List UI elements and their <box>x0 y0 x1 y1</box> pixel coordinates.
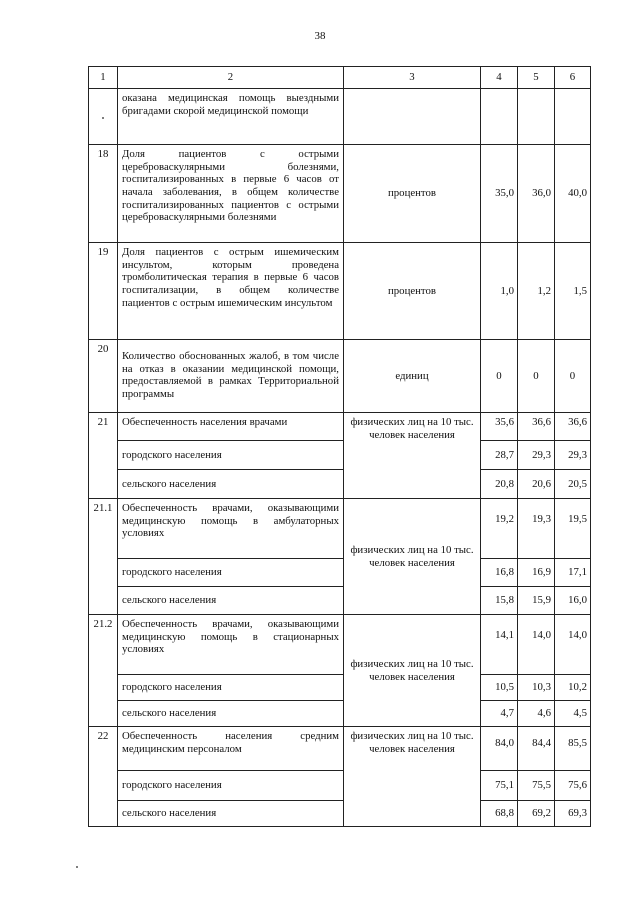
value-5: 20,6 <box>518 470 555 499</box>
sub-indicator-text: сельского населения <box>118 470 344 499</box>
value-4: 19,2 <box>481 499 518 559</box>
row-number: 20 <box>89 340 118 413</box>
indicator-text: Доля пациентов с острым ишемическим инсультом, которым проведена тромболитическая терапия в первые 6 часов госпитализации, в общем количестве пациентов с острым ишемическим инсультом <box>118 243 344 340</box>
value-5: 19,3 <box>518 499 555 559</box>
row-number: 22 <box>89 727 118 827</box>
value-4: 35,0 <box>481 145 518 243</box>
table-row <box>89 587 591 615</box>
table-row <box>89 89 591 145</box>
table-row <box>89 499 591 559</box>
col-header-4: 4 <box>481 67 518 89</box>
value-6: 40,0 <box>555 145 591 243</box>
sub-indicator-text: городского населения <box>118 675 344 701</box>
col-header-5: 5 <box>518 67 555 89</box>
value-4: 0 <box>481 340 518 413</box>
table-row <box>89 675 591 701</box>
indicators-table <box>88 66 591 827</box>
table-row <box>89 771 591 801</box>
scan-dot <box>76 866 78 868</box>
value-4: 84,0 <box>481 727 518 771</box>
value-5: 10,3 <box>518 675 555 701</box>
value-5: 36,0 <box>518 145 555 243</box>
unit: процентов <box>344 145 481 243</box>
value-6: 20,5 <box>555 470 591 499</box>
table-row <box>89 559 591 587</box>
indicator-text: Доля пациентов с острыми цереброваскулярными болезнями, госпитализированных в первые 6 часов от начала заболевания, в общем количестве госпитализированных пациентов с острыми цереброваскулярными болезнями <box>118 145 344 243</box>
value-6: 16,0 <box>555 587 591 615</box>
table-row <box>89 340 591 413</box>
value-4: 4,7 <box>481 701 518 727</box>
indicator-text: Обеспеченность врачами, оказывающими медицинскую помощь в амбулаторных условиях <box>118 499 344 559</box>
value-6: 4,5 <box>555 701 591 727</box>
indicator-text: Обеспеченность населения врачами <box>118 413 344 441</box>
value-6: 14,0 <box>555 615 591 675</box>
value-5: 69,2 <box>518 801 555 827</box>
row-number: 21 <box>89 413 118 499</box>
indicator-text: Обеспеченность населения средним медицинским персоналом <box>118 727 344 771</box>
unit: физических лиц на 10 тыс. человек населения <box>344 499 481 615</box>
value-4: 68,8 <box>481 801 518 827</box>
value-6: 10,2 <box>555 675 591 701</box>
value-4: 20,8 <box>481 470 518 499</box>
value-5: 15,9 <box>518 587 555 615</box>
sub-indicator-text: городского населения <box>118 771 344 801</box>
unit: процентов <box>344 243 481 340</box>
unit: физических лиц на 10 тыс. человек населения <box>344 727 481 827</box>
row-number: 18 <box>89 145 118 243</box>
value-5: 1,2 <box>518 243 555 340</box>
value-5: 29,3 <box>518 441 555 470</box>
col-header-1: 1 <box>89 67 118 89</box>
sub-indicator-text: сельского населения <box>118 587 344 615</box>
value-5: 84,4 <box>518 727 555 771</box>
table-row <box>89 615 591 675</box>
value-6: 0 <box>555 340 591 413</box>
table-row <box>89 701 591 727</box>
value-6: 1,5 <box>555 243 591 340</box>
sub-indicator-text: городского населения <box>118 559 344 587</box>
value-6: 19,5 <box>555 499 591 559</box>
value-5: 14,0 <box>518 615 555 675</box>
table-row <box>89 801 591 827</box>
sub-indicator-text: городского населения <box>118 441 344 470</box>
unit: физических лиц на 10 тыс. человек населения <box>344 413 481 499</box>
sub-indicator-text: сельского населения <box>118 801 344 827</box>
header-row <box>89 67 591 89</box>
value-5: 16,9 <box>518 559 555 587</box>
row-number: 19 <box>89 243 118 340</box>
value-4: 14,1 <box>481 615 518 675</box>
table-row <box>89 243 591 340</box>
value-5: 4,6 <box>518 701 555 727</box>
value-6: 17,1 <box>555 559 591 587</box>
value-6: 85,5 <box>555 727 591 771</box>
value-6: 36,6 <box>555 413 591 441</box>
col-header-2: 2 <box>118 67 344 89</box>
value-6: 75,6 <box>555 771 591 801</box>
scan-dot <box>102 117 104 119</box>
unit: единиц <box>344 340 481 413</box>
col-header-3: 3 <box>344 67 481 89</box>
table-row <box>89 441 591 470</box>
value-5: 36,6 <box>518 413 555 441</box>
table-row <box>89 145 591 243</box>
value-4: 28,7 <box>481 441 518 470</box>
unit: физических лиц на 10 тыс. человек населения <box>344 615 481 727</box>
value-4: 10,5 <box>481 675 518 701</box>
indicator-text: Количество обоснованных жалоб, в том числе на отказ в оказании медицинской помощи, предоставляемой в рамках Территориальной программы <box>118 340 344 413</box>
indicator-text: Обеспеченность врачами, оказывающими медицинскую помощь в стационарных условиях <box>118 615 344 675</box>
value-4: 15,8 <box>481 587 518 615</box>
value-4: 35,6 <box>481 413 518 441</box>
value-4: 75,1 <box>481 771 518 801</box>
row-number: 21.2 <box>89 615 118 727</box>
value-5: 0 <box>518 340 555 413</box>
value-4: 16,8 <box>481 559 518 587</box>
value-6: 29,3 <box>555 441 591 470</box>
indicator-text: оказана медицинская помощь выездными бригадами скорой медицинской помощи <box>118 89 344 145</box>
row-number: 21.1 <box>89 499 118 615</box>
table-row <box>89 413 591 441</box>
table-row <box>89 470 591 499</box>
value-4: 1,0 <box>481 243 518 340</box>
value-6: 69,3 <box>555 801 591 827</box>
table-row <box>89 727 591 771</box>
col-header-6: 6 <box>555 67 591 89</box>
sub-indicator-text: сельского населения <box>118 701 344 727</box>
value-5: 75,5 <box>518 771 555 801</box>
page-number: 38 <box>314 30 326 42</box>
